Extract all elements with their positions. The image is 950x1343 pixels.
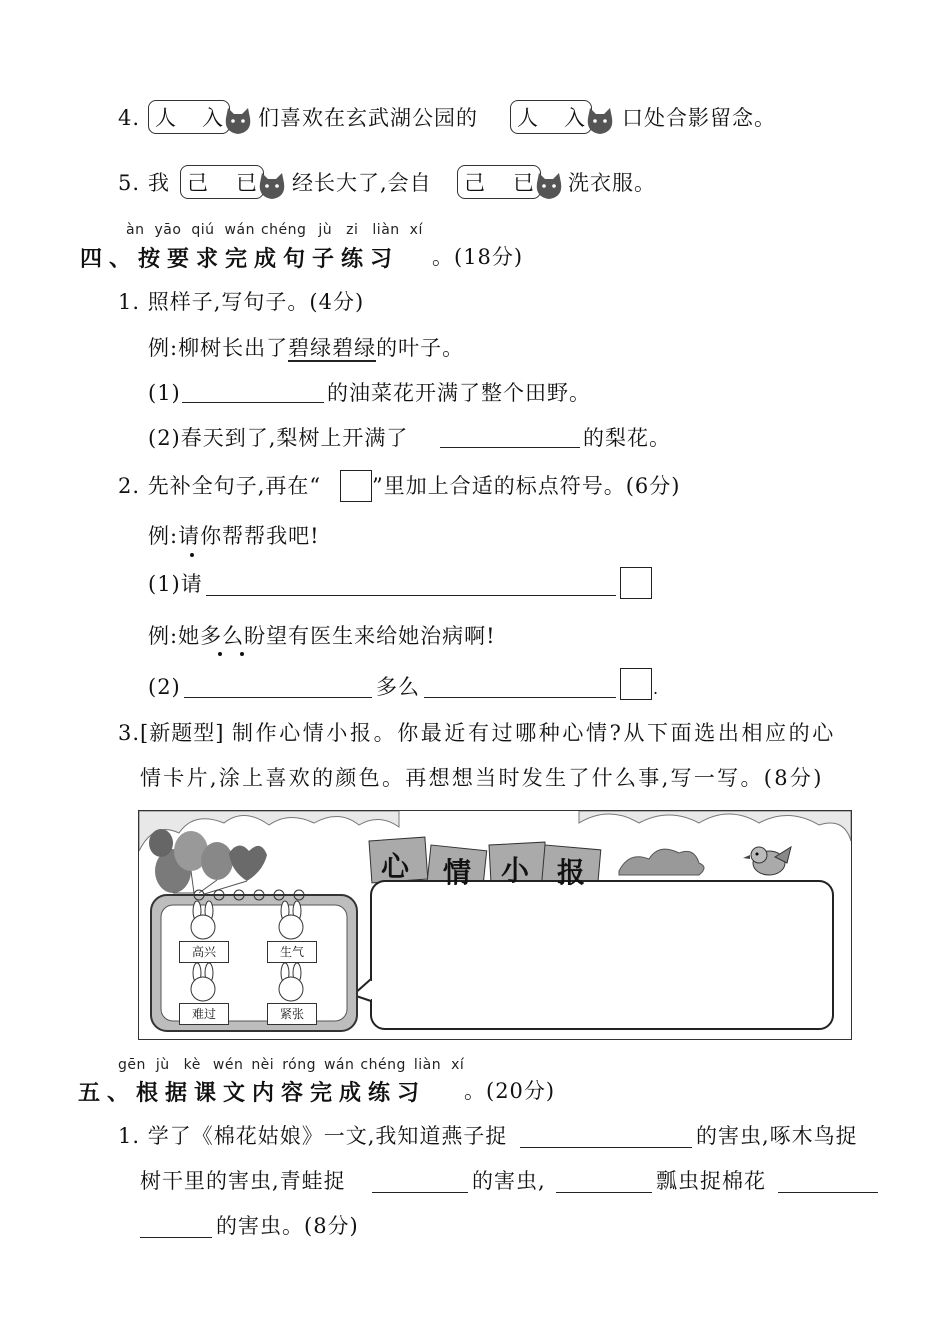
- section4-pinyin: àn yāo qiú wán chéng jù zi liàn xí: [126, 222, 423, 238]
- q4-option-1b: 人: [517, 106, 538, 130]
- q4-1-s2-blank[interactable]: [440, 447, 580, 448]
- bird-icon: [743, 847, 791, 875]
- q4-choice-box-1[interactable]: [148, 100, 230, 134]
- mood-card-sad[interactable]: 难过: [179, 1003, 229, 1025]
- q4-2-example1: 例:请你帮帮我吧!: [148, 524, 320, 548]
- q5-option-1b: 己: [464, 171, 485, 195]
- q5-1-blank1[interactable]: [520, 1147, 692, 1148]
- q4-2-s2-punct-box[interactable]: [620, 668, 652, 700]
- cat-icon: [222, 104, 254, 136]
- q4-2-s2-end: .: [653, 679, 660, 698]
- q4-2-s1-punct-box[interactable]: [620, 567, 652, 599]
- q5-end-text: 洗衣服。: [568, 171, 656, 195]
- q5-middle-text: 经长大了,会自: [292, 171, 432, 195]
- q5-1-line3-post: 的害虫。(8分): [216, 1214, 359, 1238]
- q4-1-s2-end: 的梨花。: [583, 426, 671, 450]
- q5-1-blank4a[interactable]: [778, 1192, 878, 1193]
- q4-2-s1-text: (1)请: [148, 572, 203, 596]
- cat-icon: [256, 169, 288, 201]
- cat-icon: [533, 169, 565, 201]
- q4-option-2b: 入: [564, 106, 585, 130]
- q4-3-text2: 情卡片,涂上喜欢的颜色。再想想当时发生了什么事,写一写。(8分): [140, 766, 824, 790]
- q5-1-line2-mid: 的害虫,: [472, 1169, 546, 1193]
- cat-icon: [584, 104, 616, 136]
- q5-number: 5.: [118, 171, 141, 195]
- q5-1-line2-post: 瓢虫捉棉花: [656, 1169, 766, 1193]
- q4-2-s1-blank[interactable]: [206, 595, 616, 596]
- mood-card-happy[interactable]: 高兴: [179, 941, 229, 963]
- banner-char: 报: [557, 856, 586, 889]
- q4-1-s1-blank[interactable]: [182, 402, 324, 403]
- mood-card-angry[interactable]: 生气: [267, 941, 317, 963]
- q4-2-s2-number: (2): [148, 675, 181, 699]
- q5-1-blank2[interactable]: [372, 1192, 468, 1193]
- q5-1-blank4b[interactable]: [140, 1237, 212, 1238]
- section5-score: 。(20分): [464, 1079, 556, 1103]
- section5-title: 五、根据课文内容完成练习: [78, 1081, 427, 1106]
- q4-middle-text: 们喜欢在玄武湖公园的: [258, 106, 478, 130]
- q5-1-line1-post: 的害虫,啄木鸟捉: [696, 1124, 858, 1148]
- section4-score: 。(18分): [432, 245, 524, 269]
- banner-char: 情: [443, 856, 472, 889]
- q4-2-title-post: ”里加上合适的标点符号。(6分): [372, 474, 681, 498]
- q4-3-text1: 制作心情小报。你最近有过哪种心情?从下面选出相应的心: [232, 721, 836, 745]
- q4-end-text: 口处合影留念。: [622, 106, 776, 130]
- q5-prefix: 我: [148, 171, 170, 195]
- q4-2-example2: 例:她多么盼望有医生来给她治病啊!: [148, 624, 496, 648]
- q4-1-title: 1. 照样子,写句子。(4分): [118, 290, 365, 314]
- q5-option-1: 己: [187, 171, 208, 195]
- q4-2-title-pre: 2. 先补全句子,再在“: [118, 474, 322, 498]
- q4-number: 4.: [118, 106, 141, 130]
- emphasis-dot: [218, 652, 222, 656]
- banner-char: 心: [381, 850, 410, 883]
- balloons-icon: [149, 829, 267, 895]
- q4-2-s2-blank1[interactable]: [184, 697, 372, 698]
- q5-choice-box-2[interactable]: [457, 165, 541, 199]
- mood-report-frame: [138, 810, 852, 1040]
- emphasis-dot: [190, 553, 194, 557]
- q4-3-number: 3.: [118, 721, 141, 745]
- q5-option-2: 已: [236, 171, 257, 195]
- q4-1-s2-text: (2)春天到了,梨树上开满了: [148, 426, 409, 450]
- q4-1-example: 例:柳树长出了碧绿碧绿的叶子。: [148, 336, 465, 360]
- mood-card-nervous[interactable]: 紧张: [267, 1003, 317, 1025]
- q4-option-1: 人: [155, 106, 176, 130]
- q5-1-line2-pre: 树干里的害虫,青蛙捉: [140, 1169, 346, 1193]
- q4-option-2: 入: [202, 106, 223, 130]
- q4-2-s2-blank2[interactable]: [424, 697, 616, 698]
- q4-choice-box-2[interactable]: [510, 100, 592, 134]
- section5-pinyin: gēn jù kè wén nèi róng wán chéng liàn xí: [118, 1057, 465, 1073]
- example-underlined-word: 碧绿碧绿: [288, 336, 377, 360]
- new-question-tag: [新题型]: [140, 721, 225, 745]
- q5-1-blank3[interactable]: [556, 1192, 652, 1193]
- q5-choice-box-1[interactable]: [180, 165, 264, 199]
- q5-option-2b: 已: [513, 171, 534, 195]
- q4-2-s2-mid: 多么: [376, 675, 420, 699]
- punctuation-sample-box: [340, 470, 372, 502]
- mood-writing-area[interactable]: [383, 893, 821, 1019]
- q4-1-s1-text: 的油菜花开满了整个田野。: [327, 381, 591, 405]
- banner-char: 小: [501, 854, 530, 887]
- emphasis-dot: [240, 652, 244, 656]
- section4-title: 四、按要求完成句子练习: [80, 247, 400, 272]
- q4-1-s1-number: (1): [148, 381, 181, 405]
- q5-1-line1-pre: 1. 学了《棉花姑娘》一文,我知道燕子捉: [118, 1124, 508, 1148]
